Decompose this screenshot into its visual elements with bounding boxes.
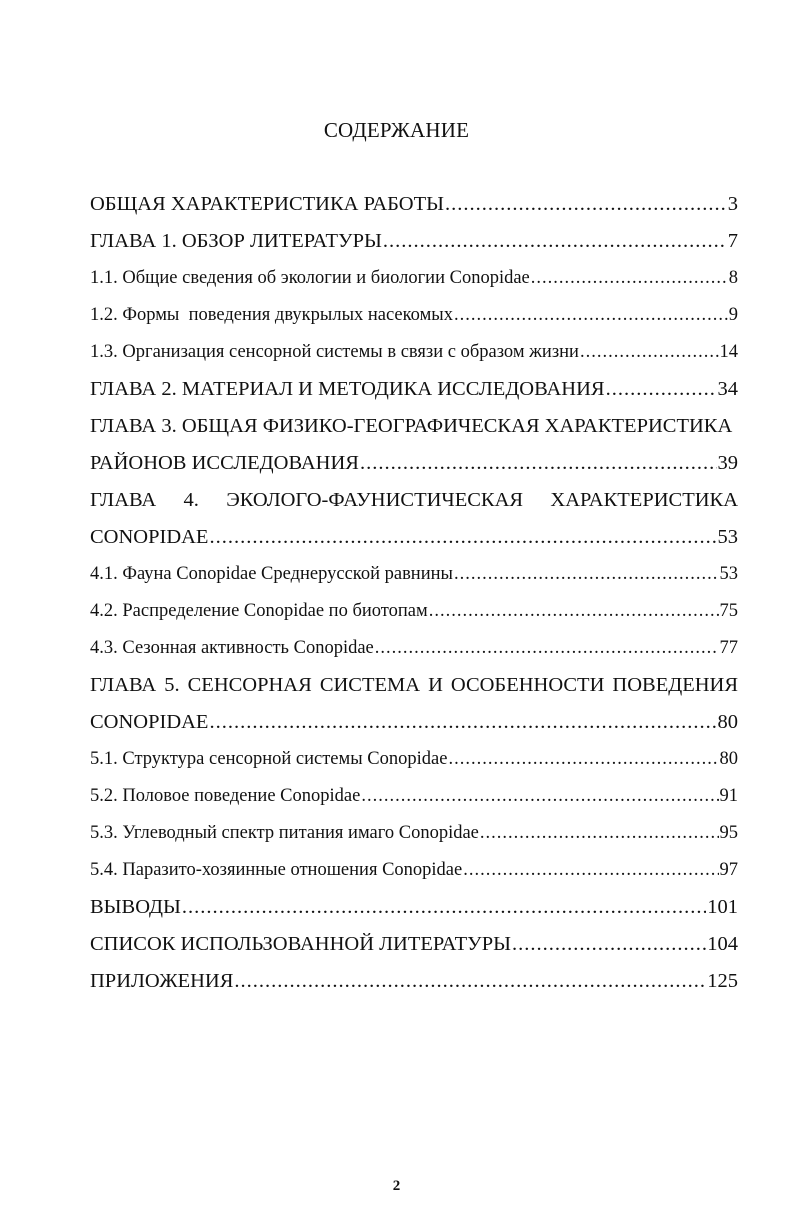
- page-number: 2: [392, 1178, 401, 1194]
- toc-leader: [234, 963, 706, 1000]
- toc-page-number: 9: [728, 305, 738, 325]
- toc-word: 5.: [164, 674, 180, 696]
- toc-entry-5-4: [90, 852, 738, 889]
- toc-entry-chapter-5-line2: [90, 704, 738, 741]
- toc-entry-1-2: [90, 297, 738, 334]
- toc-leader: [445, 186, 727, 223]
- toc-label: 5.1. Структура сенсорной системы Conopidae: [90, 749, 448, 769]
- toc-leader: [463, 852, 718, 889]
- toc-leader: [448, 741, 718, 778]
- toc-page-number: 39: [717, 452, 738, 474]
- toc-entry-4-2: [90, 593, 738, 630]
- toc-leader: [580, 334, 719, 371]
- toc-word: 4.: [183, 489, 199, 511]
- toc-page-number: 80: [717, 711, 738, 733]
- table-of-contents: [90, 186, 738, 1000]
- page-title: СОДЕРЖАНИЕ: [323, 118, 470, 142]
- toc-page-number: 101: [707, 896, 738, 918]
- toc-entry-chapter-4-line1: [90, 482, 738, 519]
- toc-leader: [360, 445, 717, 482]
- toc-entry-appendices: [90, 963, 738, 1000]
- toc-page-number: 3: [727, 193, 738, 215]
- toc-label: CONOPIDAE: [90, 526, 209, 548]
- toc-word: СЕНСОРНАЯ: [187, 674, 312, 696]
- toc-page-number: 53: [719, 564, 738, 584]
- toc-entry-1-3: [90, 334, 738, 371]
- toc-leader: [375, 630, 719, 667]
- toc-word: И: [428, 674, 443, 696]
- toc-label: 1.2. Формы поведения двукрылых насекомых: [90, 305, 453, 325]
- toc-leader: [209, 519, 716, 556]
- toc-word: СИСТЕМА: [319, 674, 421, 696]
- toc-word: ГЛАВА: [90, 674, 157, 696]
- toc-entry-4-1: [90, 556, 738, 593]
- toc-page-number: 8: [728, 268, 738, 288]
- toc-label: 5.4. Паразито-хозяинные отношения Conopidae: [90, 860, 463, 880]
- toc-label: 4.2. Распределение Conopidae по биотопам: [90, 601, 428, 621]
- toc-label: ПРИЛОЖЕНИЯ: [90, 970, 234, 992]
- toc-page-number: 75: [719, 601, 738, 621]
- toc-label: ОБЩАЯ ХАРАКТЕРИСТИКА РАБОТЫ: [90, 193, 444, 215]
- toc-leader: [383, 223, 727, 260]
- toc-leader: [512, 926, 706, 963]
- toc-entry-5-1: [90, 741, 738, 778]
- toc-entry-general: [90, 186, 738, 223]
- toc-entry-chapter-1: [90, 223, 738, 260]
- toc-word: ХАРАКТЕРИСТИКА: [550, 489, 738, 511]
- toc-entry-chapter-4-line2: [90, 519, 738, 556]
- toc-word: ПОВЕДЕНИЯ: [612, 674, 738, 696]
- toc-entry-conclusions: [90, 889, 738, 926]
- toc-label: 5.2. Половое поведение Conopidae: [90, 786, 361, 806]
- toc-leader: [454, 297, 728, 334]
- toc-leader: [606, 371, 717, 408]
- toc-leader: [361, 778, 718, 815]
- toc-leader: [182, 889, 706, 926]
- toc-word: ЭКОЛОГО-ФАУНИСТИЧЕСКАЯ: [226, 489, 524, 511]
- toc-entry-5-3: [90, 815, 738, 852]
- toc-label: 1.1. Общие сведения об экологии и биологии Conopidae: [90, 268, 530, 288]
- toc-entry-4-3: [90, 630, 738, 667]
- toc-entry-1-1: [90, 260, 738, 297]
- toc-label: 4.1. Фауна Conopidae Среднерусской равнины: [90, 564, 453, 584]
- toc-leader: [429, 593, 719, 630]
- toc-page-number: 97: [719, 860, 738, 880]
- toc-leader: [480, 815, 719, 852]
- toc-page-number: 7: [727, 230, 738, 252]
- toc-entry-chapter-3-line2: [90, 445, 738, 482]
- toc-word: ОСОБЕННОСТИ: [450, 674, 605, 696]
- toc-entry-chapter-2: [90, 371, 738, 408]
- toc-label: СПИСОК ИСПОЛЬЗОВАННОЙ ЛИТЕРАТУРЫ: [90, 933, 511, 955]
- toc-page-number: 104: [707, 933, 738, 955]
- toc-leader: [531, 260, 728, 297]
- toc-label: 1.3. Организация сенсорной системы в связи с образом жизни: [90, 342, 579, 362]
- toc-entry-5-2: [90, 778, 738, 815]
- toc-entry-references: [90, 926, 738, 963]
- toc-label: 4.3. Сезонная активность Conopidae: [90, 638, 374, 658]
- toc-page-number: 34: [717, 378, 738, 400]
- toc-page-number: 125: [707, 970, 738, 992]
- toc-label: ГЛАВА 2. МАТЕРИАЛ И МЕТОДИКА ИССЛЕДОВАНИЯ: [90, 378, 605, 400]
- toc-leader: [454, 556, 719, 593]
- toc-page-number: 14: [719, 342, 738, 362]
- toc-page-number: 80: [719, 749, 738, 769]
- toc-label: CONOPIDAE: [90, 711, 209, 733]
- toc-label: РАЙОНОВ ИССЛЕДОВАНИЯ: [90, 452, 359, 474]
- toc-entry-chapter-5-line1: [90, 667, 738, 704]
- toc-label: ВЫВОДЫ: [90, 896, 181, 918]
- toc-label: 5.3. Углеводный спектр питания имаго Conopidae: [90, 823, 479, 843]
- toc-entry-chapter-3-line1: ГЛАВА 3. ОБЩАЯ ФИЗИКО-ГЕОГРАФИЧЕСКАЯ ХАРАКТЕРИСТИКА: [90, 415, 733, 437]
- toc-page-number: 95: [719, 823, 738, 843]
- toc-word: ГЛАВА: [90, 489, 157, 511]
- toc-label: ГЛАВА 1. ОБЗОР ЛИТЕРАТУРЫ: [90, 230, 382, 252]
- toc-leader: [209, 704, 716, 741]
- toc-page-number: 91: [719, 786, 738, 806]
- toc-page-number: 77: [719, 638, 738, 658]
- toc-page-number: 53: [717, 526, 738, 548]
